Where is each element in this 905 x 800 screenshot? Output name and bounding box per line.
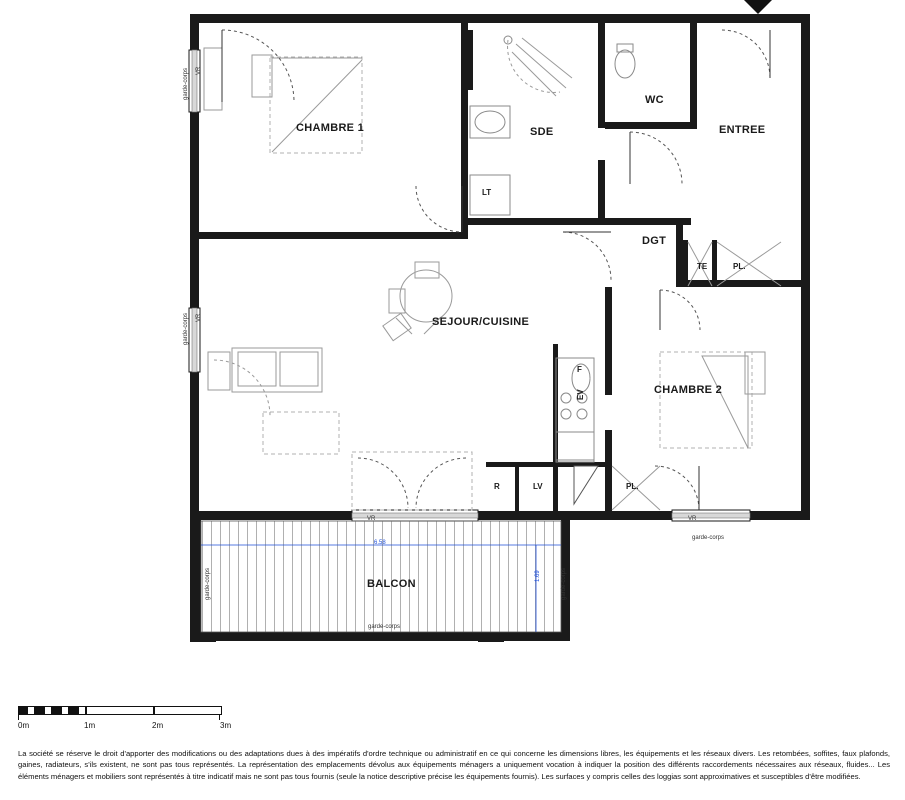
interior-walls (199, 23, 810, 512)
scale-label-1m: 1m (84, 721, 96, 730)
scale-label-0m: 0m (18, 721, 30, 730)
balcony-area (201, 521, 561, 632)
annotation-lt: LT (482, 188, 492, 197)
north-arrow-icon (744, 0, 772, 14)
room-label-chambre2: CHAMBRE 2 (654, 384, 723, 396)
vertical-label-garde-corps-4: garde-corps (561, 567, 567, 600)
room-label-sejour-cuisine: SEJOUR/CUISINE (432, 316, 530, 328)
scale-label-3m: 3m (220, 721, 232, 730)
vertical-label-garde-corps-2: garde-corps (183, 312, 189, 345)
annotation-vr-right: VR (688, 516, 697, 522)
legal-disclaimer: La société se réserve le droit d'apporter des modifications ou des adaptations dues à des impératifs d'ordre technique ou administratif en ce qui concerne les dimensions libres, les équipements et les réseaux divers. Les retombées, soffites, faux plafonds, gaines, radiateurs, s'ils existent, ne sont pas tous représentés. La représentation des emplacements dévolus aux équipements ménagers a uniquement vocation à indiquer la position des différents raccordements nécessaires aux réseaux, fluides... Les éléments ménagers et mobiliers sont représentés à titre indicatif mais ne sont pas tous fournis (seule la notice descriptive précise les équipements fournis). Les surfaces y compris celles des loggias sont approximatives et susceptibles d'être modifiées. (18, 749, 890, 781)
annotation-pl-bottom: PL. (626, 482, 639, 491)
annotation-ev: EV (576, 389, 585, 400)
dimension-balcony-depth: 1.69 (535, 570, 541, 582)
annotation-pl-top: PL. (733, 262, 746, 271)
room-label-entree: ENTREE (719, 124, 766, 136)
room-label-balcon: BALCON (367, 578, 416, 590)
vertical-label-vr-1: VR (196, 66, 202, 75)
room-label-wc: WC (645, 94, 664, 106)
annotation-vr-left: VR (367, 516, 376, 522)
annotation-te: TE (697, 262, 708, 271)
vertical-label-garde-corps-1: garde-corps (183, 67, 189, 100)
annotation-lv: LV (533, 482, 543, 491)
annotation-garde-corps-balcony: garde-corps (368, 624, 401, 630)
scale-label-2m: 2m (152, 721, 164, 730)
room-label-sde: SDE (530, 126, 554, 138)
annotation-f: F (577, 365, 582, 374)
vertical-label-vr-2: VR (196, 313, 202, 322)
scale-tick-line (18, 715, 220, 720)
room-label-chambre1: CHAMBRE 1 (296, 122, 365, 134)
annotation-garde-corps-right: garde-corps (692, 535, 725, 541)
room-label-dgt: DGT (642, 235, 667, 247)
annotation-r: R (494, 482, 500, 491)
dimension-balcony-length: 6.58 (374, 540, 386, 546)
vertical-label-garde-corps-3: garde-corps (205, 567, 211, 600)
